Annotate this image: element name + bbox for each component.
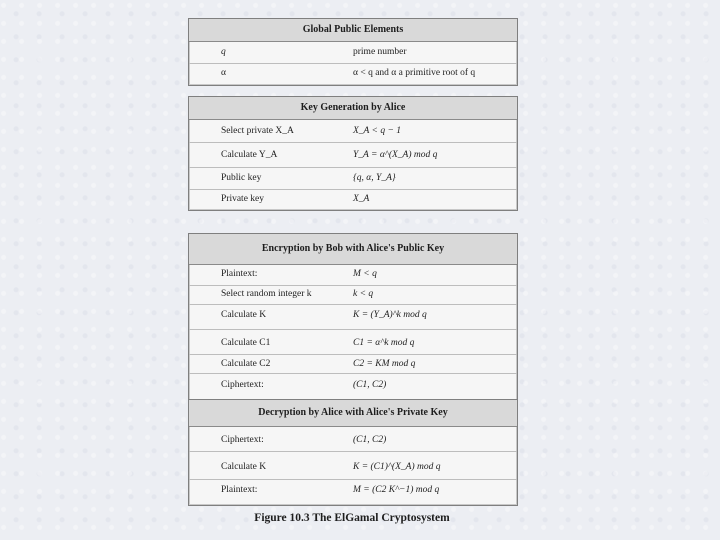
row-label: Calculate K — [221, 310, 267, 320]
encryption-panel — [188, 233, 518, 403]
row-label: q — [221, 47, 226, 57]
table-row — [189, 168, 517, 190]
panel-title: Key Generation by Alice — [189, 97, 517, 120]
table-row — [189, 305, 517, 330]
row-value: {q, α, Y_A} — [353, 173, 396, 183]
table-row — [189, 190, 517, 210]
row-value: M < q — [353, 269, 377, 279]
row-value: (C1, C2) — [353, 380, 387, 390]
table-row — [189, 374, 517, 402]
row-label: Calculate Y_A — [221, 150, 278, 160]
table-row — [189, 480, 517, 505]
row-value: α < q and α a primitive root of q — [353, 68, 476, 78]
row-label: α — [221, 68, 226, 78]
key-generation-panel — [188, 96, 518, 211]
row-label: Ciphertext: — [221, 380, 264, 390]
panel-title: Decryption by Alice with Alice's Private Key — [189, 400, 517, 427]
table-row — [189, 452, 517, 480]
panel-title: Global Public Elements — [189, 19, 517, 42]
row-value: K = (Y_A)^k mod q — [353, 310, 427, 320]
row-label: Select private X_A — [221, 126, 294, 136]
row-label: Plaintext: — [221, 485, 258, 495]
table-row — [189, 286, 517, 305]
table-row — [189, 64, 517, 85]
row-label: Calculate C2 — [221, 359, 271, 369]
row-label: Ciphertext: — [221, 435, 264, 445]
row-value: X_A < q − 1 — [353, 126, 402, 136]
row-value: M = (C2 K^−1) mod q — [353, 485, 440, 495]
row-value: C2 = KM mod q — [353, 359, 416, 369]
figure-caption: Figure 10.3 The ElGamal Cryptosystem — [254, 512, 450, 524]
table-row — [189, 355, 517, 374]
panel-title: Encryption by Bob with Alice's Public Key — [189, 234, 517, 265]
row-label: Public key — [221, 173, 262, 183]
row-label: Calculate K — [221, 462, 267, 472]
table-row — [189, 330, 517, 355]
table-row — [189, 143, 517, 168]
table-row — [189, 120, 517, 143]
table-row — [189, 427, 517, 452]
decryption-panel — [188, 399, 518, 506]
row-label: Select random integer k — [221, 289, 312, 299]
row-label: Private key — [221, 194, 265, 204]
row-label: Calculate C1 — [221, 338, 271, 348]
table-row — [189, 265, 517, 286]
row-value: k < q — [353, 289, 374, 299]
table-row — [189, 42, 517, 64]
row-value: K = (C1)^(X_A) mod q — [353, 462, 441, 472]
row-value: C1 = α^k mod q — [353, 338, 415, 348]
global-public-elements-panel — [188, 18, 518, 86]
row-value: Y_A = α^(X_A) mod q — [353, 150, 438, 160]
row-value: prime number — [353, 47, 407, 57]
row-value: X_A — [353, 194, 370, 204]
row-label: Plaintext: — [221, 269, 258, 279]
row-value: (C1, C2) — [353, 435, 387, 445]
